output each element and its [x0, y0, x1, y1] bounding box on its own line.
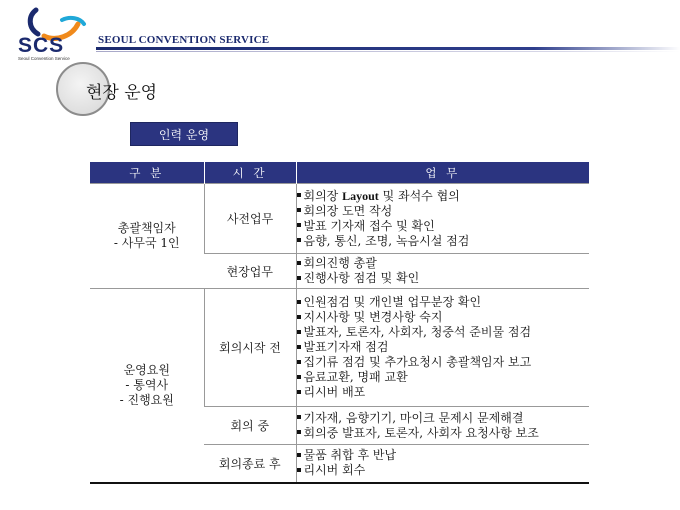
section-tag: 인력 운영	[130, 122, 238, 146]
square-bullet-icon	[297, 430, 301, 434]
duty-item	[297, 385, 590, 400]
square-bullet-icon	[297, 468, 301, 472]
square-bullet-icon	[297, 453, 301, 457]
category-line: 운영요원	[123, 362, 170, 377]
square-bullet-icon	[297, 390, 301, 394]
square-bullet-icon	[297, 238, 301, 242]
square-bullet-icon	[297, 223, 301, 227]
header-time: 시 간	[204, 162, 296, 184]
duty-cell	[296, 184, 589, 254]
category-line: - 진행요원	[119, 392, 174, 407]
time-cell: 사전업무	[204, 184, 296, 254]
square-bullet-icon	[297, 360, 301, 364]
duty-text: 회의장	[303, 188, 343, 203]
category-cell	[90, 184, 204, 289]
logo-subtitle: Seoul Convention Service	[18, 56, 70, 61]
square-bullet-icon	[297, 208, 301, 212]
duty-item	[297, 448, 590, 463]
square-bullet-icon	[297, 315, 301, 319]
category-line: 총괄책임자	[117, 221, 176, 235]
table-body	[90, 184, 589, 483]
duty-item	[297, 370, 590, 385]
duty-text: 회의진행 총괄	[303, 256, 377, 270]
time-cell: 회의종료 후	[204, 445, 296, 483]
logo-text: SCS	[18, 34, 65, 57]
duty-text: 발표기자재 점검	[303, 340, 389, 354]
header-divider-thin	[96, 51, 680, 52]
duty-item	[297, 189, 590, 204]
duty-text: 인원점검 및 개인별 업무분장 확인	[303, 295, 482, 309]
square-bullet-icon	[297, 375, 301, 379]
duty-text: 리시버 회수	[303, 463, 366, 478]
duty-cell	[296, 289, 589, 407]
duty-text: 기자재, 음향기기, 마이크 문제시 문제해결	[303, 410, 524, 425]
square-bullet-icon	[297, 300, 301, 304]
header-divider	[96, 47, 680, 50]
time-cell: 현장업무	[204, 254, 296, 289]
header-category: 구 분	[90, 162, 204, 184]
duty-cell	[296, 254, 589, 289]
duty-item	[297, 426, 590, 441]
duty-text: 발표자, 토론자, 사회자, 청중석 준비물 점검	[303, 325, 532, 339]
duty-item	[297, 204, 590, 219]
category-line: - 사무국 1인	[113, 236, 180, 250]
operations-table	[90, 162, 589, 484]
square-bullet-icon	[297, 345, 301, 349]
duty-text: 발표 기자재 접수 및 확인	[303, 218, 435, 233]
duty-item	[297, 256, 590, 271]
duty-item	[297, 463, 590, 478]
square-bullet-icon	[297, 261, 301, 265]
duty-text: 및 좌석수 협의	[378, 188, 460, 203]
company-name: SEOUL CONVENTION SERVICE	[98, 34, 270, 46]
duty-item	[297, 325, 590, 340]
square-bullet-icon	[297, 276, 301, 280]
duty-text: 진행사항 점검 및 확인	[303, 271, 420, 285]
table-row	[90, 184, 589, 254]
duty-text: 회의장 도면 작성	[303, 203, 393, 218]
duty-text: 집기류 점검 및 추가요청시 총괄책임자 보고	[303, 355, 532, 369]
duty-text: 지시사항 및 변경사항 숙지	[303, 310, 443, 324]
duty-item	[297, 219, 590, 234]
duty-cell	[296, 407, 589, 445]
time-cell: 회의시작 전	[204, 289, 296, 407]
table-row	[90, 289, 589, 407]
duty-text: 물품 취합 후 반납	[303, 448, 397, 463]
square-bullet-icon	[297, 193, 301, 197]
time-cell: 회의 중	[204, 407, 296, 445]
duty-item	[297, 411, 590, 426]
table-header-row	[90, 162, 589, 184]
page-title: 현장 운영	[86, 83, 158, 103]
square-bullet-icon	[297, 330, 301, 334]
duty-item	[297, 340, 590, 355]
duty-text: 음료교환, 명패 교환	[303, 370, 408, 384]
square-bullet-icon	[297, 415, 301, 419]
duty-item	[297, 271, 590, 286]
category-cell	[90, 289, 204, 483]
duty-item	[297, 295, 590, 310]
duty-text: 리시버 배포	[303, 385, 366, 399]
duty-item	[297, 310, 590, 325]
duty-text: 회의중 발표자, 토론자, 사회자 요청사항 보조	[303, 425, 539, 440]
duty-text: Layout	[342, 188, 379, 203]
duty-item	[297, 234, 590, 249]
duty-text: 음향, 통신, 조명, 녹음시설 점검	[303, 233, 470, 248]
category-line: - 통역사	[125, 377, 169, 392]
header-duty: 업 무	[296, 162, 589, 184]
duty-item	[297, 355, 590, 370]
duty-cell	[296, 445, 589, 483]
